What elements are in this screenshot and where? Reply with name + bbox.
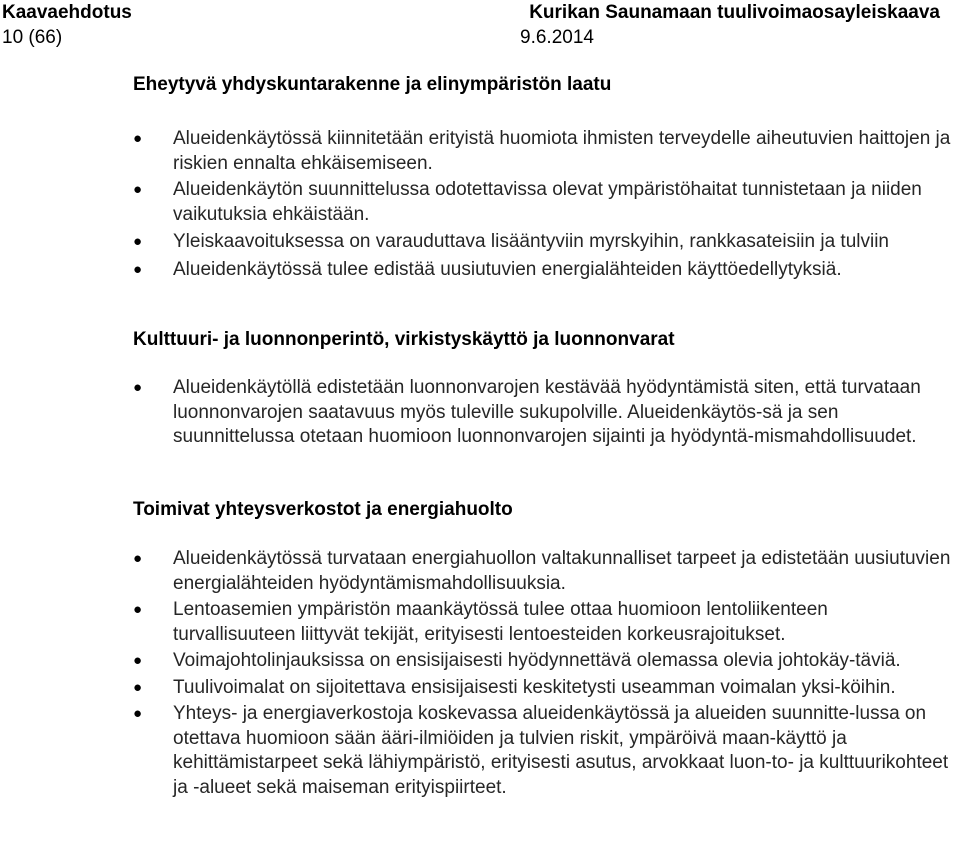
bullet-list xyxy=(133,376,953,450)
bullet-icon: ● xyxy=(133,601,143,618)
list-item xyxy=(133,649,953,674)
bullet-icon: ● xyxy=(133,678,143,696)
list-item-text: Tuulivoimalat on sijoitettava ensisijaisesti keskitetysti useamman voimalan yksi-köihin. xyxy=(173,676,896,698)
list-item-text: Alueidenkäytön suunnittelussa odotettavissa olevat ympäristöhaitat tunnistetaan ja niiden vaikutuksia ehkäistään. xyxy=(173,179,922,225)
bullet-icon: ● xyxy=(133,130,143,147)
bullet-list xyxy=(133,547,953,800)
list-item-text: Lentoasemien ympäristön maankäytössä tulee ottaa huomioon lentoliikenteen turvallisuuteen liittyvät tekijät, erityisesti lentoesteiden korkeusrajoitukset. xyxy=(173,599,828,645)
list-item xyxy=(133,127,953,176)
bullet-icon: ● xyxy=(133,233,143,250)
list-item xyxy=(133,258,953,283)
list-item-text: Alueidenkäytöllä edistetään luonnonvarojen kestävää hyödyntämistä siten, että turvataan luonnonvarojen saatavuus myös tuleville sukupolville. Alueidenkäytös-sä ja sen suunnittelussa otetaan huomioon luonnonvarojen sijainti ja hyödyntä-mismahdollisuudet. xyxy=(173,377,921,447)
list-item-text: Alueidenkäytössä kiinnitetään erityistä huomiota ihmisten terveydelle aiheutuvien haittojen ja riskien ennalta ehkäisemiseen. xyxy=(173,128,951,174)
section-heading: Kulttuuri- ja luonnonperintö, virkistyskäyttö ja luonnonvarat xyxy=(133,329,675,350)
section-heading: Eheytyvä yhdyskuntarakenne ja elinympäristön laatu xyxy=(133,74,612,95)
list-item xyxy=(133,702,953,800)
list-item-text: Alueidenkäytössä tulee edistää uusiutuvien energialähteiden käyttöedellytyksiä. xyxy=(173,258,842,280)
list-item xyxy=(133,376,953,450)
list-item-text: Yleiskaavoituksessa on varauduttava lisääntyviin myrskyihin, rankkasateisiin ja tulviin xyxy=(173,231,889,252)
list-item xyxy=(133,547,953,596)
bullet-icon: ● xyxy=(133,260,143,278)
document-date: 9.6.2014 xyxy=(520,27,594,48)
list-item-text: Alueidenkäytössä turvataan energiahuollon valtakunnalliset tarpeet ja edistetään uusiutuvien energialähteiden hyödyntämismahdollisuuksia. xyxy=(173,548,951,594)
document-type: Kaavaehdotus xyxy=(2,2,132,23)
document-title: Kurikan Saunamaan tuulivoimaosayleiskaava xyxy=(529,2,940,23)
section-heading: Toimivat yhteysverkostot ja energiahuolto xyxy=(133,499,513,520)
page-header xyxy=(0,2,960,50)
list-item xyxy=(133,676,953,701)
bullet-icon: ● xyxy=(133,550,143,567)
list-item xyxy=(133,230,953,255)
bullet-icon: ● xyxy=(133,181,143,198)
list-item xyxy=(133,178,953,227)
bullet-icon: ● xyxy=(133,705,143,722)
bullet-icon: ● xyxy=(133,379,143,396)
list-item-text: Voimajohtolinjauksissa on ensisijaisesti hyödynnettävä olemassa olevia johtokäy-täviä. xyxy=(173,650,901,671)
list-item xyxy=(133,598,953,647)
bullet-list xyxy=(133,127,953,282)
list-item-text: Yhteys- ja energiaverkostoja koskevassa alueidenkäytössä ja alueiden suunnitte-lussa on otettava huomioon sään ääri-ilmiöiden ja tulvien riskit, ympäröivä maan-käyttö ja kehittämistarpeet sekä lähiympäristö, erityisesti asutus, arvokkaat luon-to- ja kulttuurikohteet ja -alueet sekä maiseman erityispiirteet. xyxy=(173,703,949,798)
page-number: 10 (66) xyxy=(2,27,63,48)
bullet-icon: ● xyxy=(133,652,143,669)
